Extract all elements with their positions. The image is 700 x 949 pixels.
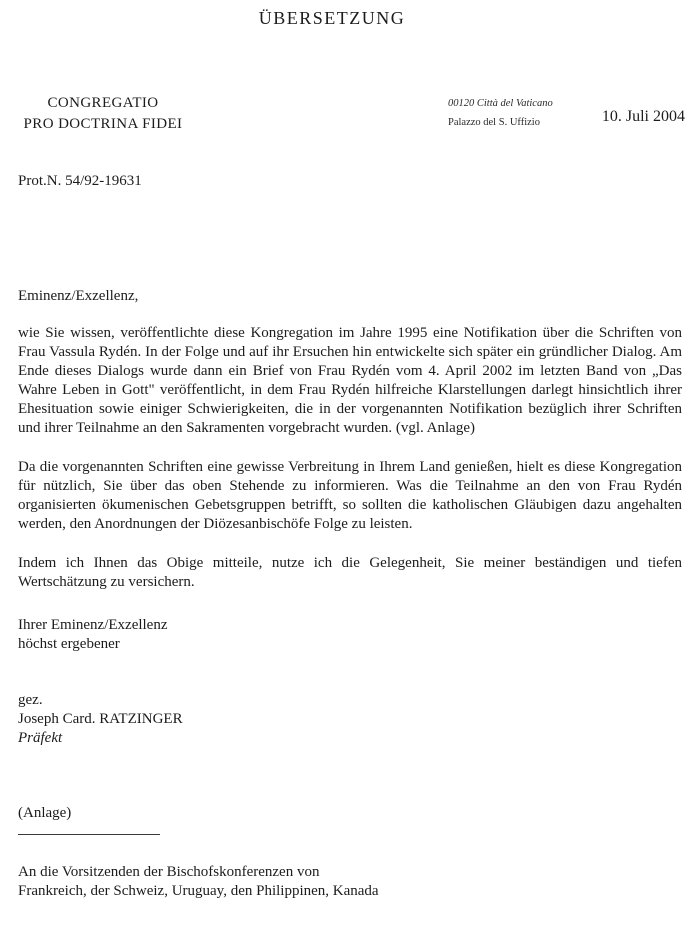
- recipients-line-1: An die Vorsitzenden der Bischofskonferenzen von: [18, 864, 320, 880]
- letterhead: [18, 93, 685, 132]
- sender-block: [18, 93, 188, 135]
- recipients-line-2: Frankreich, der Schweiz, Uruguay, den Philippinen, Kanada: [18, 883, 379, 899]
- salutation: Eminenz/Exzellenz,: [18, 288, 139, 304]
- divider-line: [18, 834, 160, 835]
- signature-gez: gez.: [18, 692, 43, 708]
- signature-role: Präfekt: [18, 730, 63, 746]
- vatican-address-line-2: Palazzo del S. Uffizio: [448, 117, 540, 128]
- protocol-number: Prot.N. 54/92-19631: [18, 173, 142, 189]
- sender-line-2: PRO DOCTRINA FIDEI: [23, 116, 183, 132]
- page-title: ÜBERSETZUNG: [258, 8, 406, 28]
- body-paragraph-1: wie Sie wissen, veröffentlichte diese Kongregation im Jahre 1995 eine Notifikation über die Schriften von Frau Vassula Rydén. In der Folge und auf ihr Ersuchen hin entwickelte sich später ein gründlicher Dialog. Am Ende dieses Dialogs wurde dann ein Brief von Frau Rydén vom 4. April 2002 im letzten Band von „Das Wahre Leben in Gott" veröffentlicht, in dem Frau Rydén hilfreiche Klarstellungen darlegt hinsichtlich ihrer Ehesituation sowie einiger Schwierigkeiten, die in der vorgenannten Notifikation bezüglich ihrer Schriften und ihrer Teilnahme an den Sakramenten vorgebracht wurden. (vgl. Anlage): [18, 325, 682, 436]
- vatican-address-block: [448, 94, 553, 132]
- body-paragraph-2: Da die vorgenannten Schriften eine gewisse Verbreitung in Ihrem Land genießen, hielt es diese Kongregation für nützlich, Sie über das oben Stehende zu informieren. Was die Teilnahme an den von Frau Rydén organisierten ökumenischen Gebetsgruppen betrifft, so sollten die katholischen Gläubigen dazu angehalten werden, den Anordnungen der Diözesanbischöfe Folge zu leisten.: [18, 459, 682, 532]
- signature-block: [18, 691, 682, 748]
- letter-date: 10. Juli 2004: [601, 108, 685, 125]
- sender-line-1: CONGREGATIO: [47, 95, 159, 111]
- vatican-address-line-1: 00120 Città del Vaticano: [448, 98, 553, 109]
- closing-block: [18, 616, 682, 654]
- closing-line-1: Ihrer Eminenz/Exzellenz: [18, 617, 168, 633]
- recipients-block: [18, 863, 682, 901]
- body-paragraph-3: Indem ich Ihnen das Obige mitteile, nutze ich die Gelegenheit, Sie meiner beständigen und tiefen Wertschätzung zu versichern.: [18, 555, 682, 590]
- signature-name: Joseph Card. RATZINGER: [18, 711, 183, 727]
- enclosure-note: (Anlage): [18, 805, 72, 821]
- closing-line-2: höchst ergebener: [18, 636, 120, 652]
